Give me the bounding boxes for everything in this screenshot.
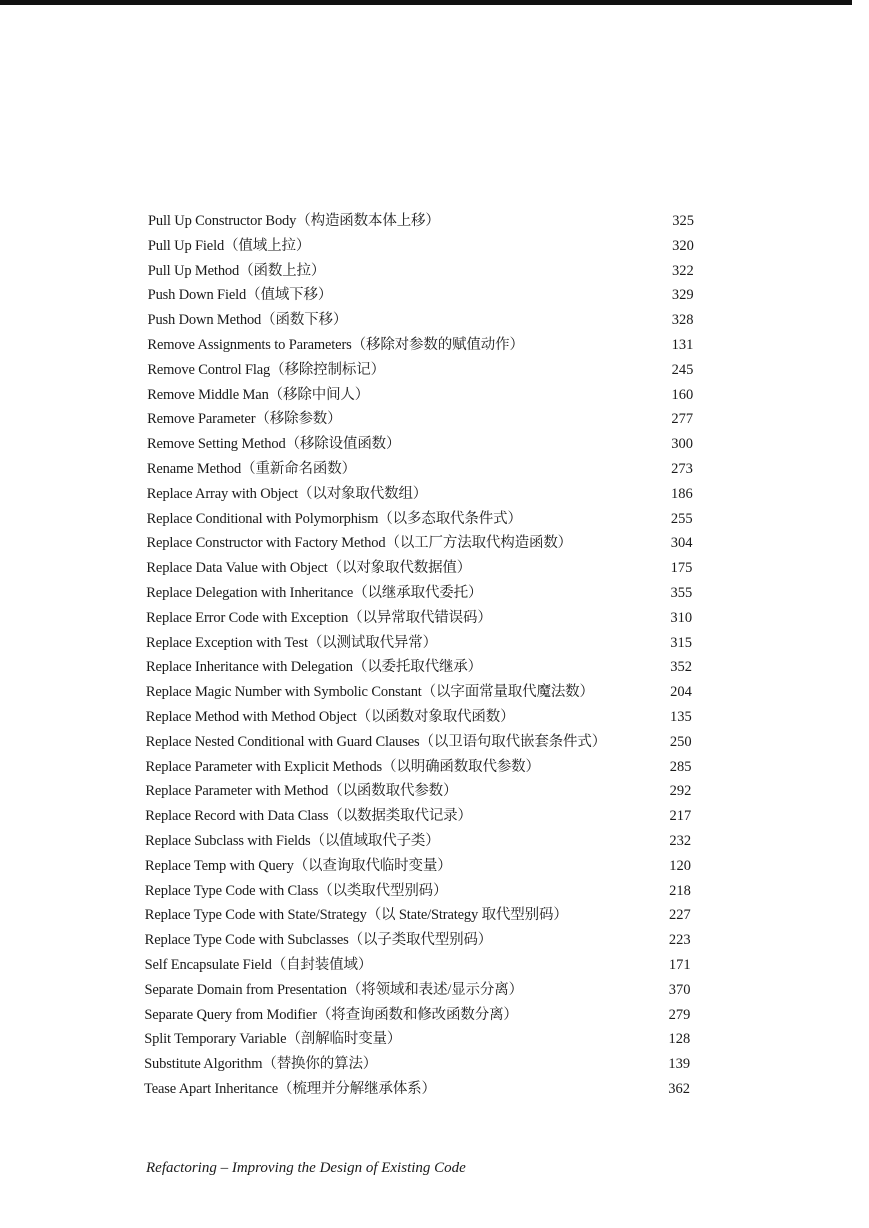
index-entry-page: 135 xyxy=(669,709,692,725)
index-entry-term: Replace Constructor with Factory Method（以工厂方法取代构造函数） xyxy=(146,535,573,552)
index-entry-page: 204 xyxy=(670,684,692,701)
index-entry-term: Remove Parameter（移除参数） xyxy=(147,411,342,428)
index-entry-term: Replace Conditional with Polymorphism（以多态取代条件式） xyxy=(146,510,522,527)
index-entry xyxy=(146,731,692,753)
index-entry xyxy=(146,582,692,604)
index-entry-page: 255 xyxy=(670,510,693,527)
index-entry-term: Replace Error Code with Exception（以异常取代错误码） xyxy=(146,609,492,626)
index-entry xyxy=(145,954,691,976)
index-entry xyxy=(147,458,693,480)
index-entry xyxy=(145,780,691,802)
index-entry-term: Push Down Field（值域下移） xyxy=(147,287,333,304)
index-entry xyxy=(144,1078,690,1100)
index-entry-page: 310 xyxy=(670,609,693,626)
index-entry xyxy=(148,260,694,282)
index-entry-page: 322 xyxy=(672,262,694,279)
index-entry-term: Replace Subclass with Fields（以值域取代子类） xyxy=(145,833,440,849)
index-entry-term: Pull Up Constructor Body（构造函数本体上移） xyxy=(148,213,440,229)
index-entry xyxy=(145,880,691,902)
index-entry xyxy=(145,805,691,827)
index-entry xyxy=(144,1004,690,1026)
index-entry-term: Replace Array with Object（以对象取代数组） xyxy=(146,485,428,502)
index-entry-page: 160 xyxy=(671,386,694,403)
index-entry-term: Replace Type Code with Class（以类取代型别码） xyxy=(144,882,448,899)
index-entry-term: Rename Method（重新命名函数） xyxy=(146,461,356,477)
index-entry xyxy=(147,433,693,455)
index-entry xyxy=(147,334,693,356)
index-entry xyxy=(145,830,691,852)
index-entry-page: 218 xyxy=(669,882,691,899)
index-entry-page: 355 xyxy=(670,585,693,601)
index-entry-term: Separate Domain from Presentation（将领域和表述/显示分离） xyxy=(144,981,523,998)
index-entry-page: 370 xyxy=(668,981,691,998)
index-entry-page: 325 xyxy=(672,213,694,229)
index-entry-term: Replace Type Code with Subclasses（以子类取代型别码） xyxy=(144,932,493,949)
index-entry-page: 227 xyxy=(669,907,691,924)
index-entry xyxy=(146,681,692,703)
index-entry xyxy=(147,384,693,406)
index-entry-term: Pull Up Field（值域上拉） xyxy=(147,237,311,254)
index-entry-term: Replace Inheritance with Delegation（以委托取代继承） xyxy=(145,659,483,676)
index-entry xyxy=(147,508,693,530)
index-entry-term: Remove Setting Method（移除设值函数） xyxy=(146,436,401,453)
index-entry xyxy=(144,979,690,1001)
index-entry-term: Replace Parameter with Method（以函数取代参数） xyxy=(145,783,458,800)
index-entry xyxy=(148,235,694,257)
index-entry-term: Replace Magic Number with Symbolic Constant（以字面常量取代魔法数） xyxy=(145,684,594,701)
index-entry-term: Remove Control Flag（移除控制标记） xyxy=(147,361,385,378)
index-entry xyxy=(144,1053,690,1075)
index-entry xyxy=(147,483,693,505)
index-entry-page: 277 xyxy=(671,411,694,428)
index-entry-page: 285 xyxy=(669,758,692,775)
index-entry-page: 315 xyxy=(670,634,693,651)
index-entry-page: 250 xyxy=(669,733,692,750)
index-entry xyxy=(145,904,691,926)
index-entry xyxy=(147,359,693,381)
index-entry-page: 352 xyxy=(670,659,692,676)
index-entry-page: 300 xyxy=(671,436,693,453)
index-entry-page: 292 xyxy=(669,783,692,800)
index-entry xyxy=(148,284,694,306)
index-entry-term: Substitute Algorithm（替换你的算法） xyxy=(144,1056,378,1073)
index-entry-page: 120 xyxy=(669,857,692,874)
index-entry-term: Self Encapsulate Field（自封装值域） xyxy=(144,957,373,973)
index-entry-term: Replace Nested Conditional with Guard Clauses（以卫语句取代嵌套条件式） xyxy=(145,733,607,750)
index-entry-page: 128 xyxy=(668,1031,691,1048)
index-entry xyxy=(146,632,692,654)
index-entry xyxy=(146,706,692,728)
index-entry xyxy=(146,557,692,579)
index-entry-term: Replace Type Code with State/Strategy（以 State/Strategy 取代型别码） xyxy=(144,907,568,924)
index-entry xyxy=(148,210,694,232)
index-entry-page: 273 xyxy=(671,461,693,477)
index-entry-page: 320 xyxy=(672,237,694,254)
index-entry xyxy=(145,855,691,877)
index-entry-page: 328 xyxy=(671,312,694,329)
index-entry xyxy=(147,408,693,430)
index-entry-term: Push Down Method（函数下移） xyxy=(147,312,348,329)
index-entry-term: Replace Parameter with Explicit Methods（以明确函数取代参数） xyxy=(145,758,540,775)
index-entry-term: Split Temporary Variable（剖解临时变量） xyxy=(144,1031,402,1048)
index-entry-page: 329 xyxy=(671,287,694,304)
index-entry-page: 186 xyxy=(670,485,693,502)
index-entry-term: Replace Method with Method Object（以函数对象取代函数） xyxy=(145,709,515,725)
index-entry xyxy=(146,607,692,629)
index-entry-term: Pull Up Method（函数上拉） xyxy=(147,262,326,279)
footer-book-title: Refactoring – Improving the Design of Existing Code xyxy=(146,1160,466,1176)
index-entry xyxy=(147,532,693,554)
index-entry-page: 245 xyxy=(671,361,694,378)
index-entry-term: Tease Apart Inheritance（梳理并分解继承体系） xyxy=(144,1081,436,1097)
index-entry-term: Remove Middle Man（移除中间人） xyxy=(147,386,370,403)
index-entry-page: 362 xyxy=(668,1081,690,1097)
index-entry xyxy=(148,309,694,331)
index-entry xyxy=(145,929,691,951)
index-entry-term: Replace Data Value with Object（以对象取代数据值） xyxy=(146,560,472,577)
index-entry xyxy=(144,1028,690,1050)
index-entry-term: Remove Assignments to Parameters（移除对参数的赋值动作） xyxy=(147,337,524,353)
index-entry-page: 223 xyxy=(668,932,691,949)
index-entry-page: 175 xyxy=(670,560,693,577)
index-entry-term: Separate Query from Modifier（将查询函数和修改函数分离） xyxy=(144,1006,518,1023)
index-entry-page: 131 xyxy=(671,337,694,353)
index-entry-page: 232 xyxy=(669,833,692,849)
index-entry-term: Replace Record with Data Class（以数据类取代记录） xyxy=(145,808,472,825)
index-entry-page: 279 xyxy=(668,1006,691,1023)
index-entry-page: 139 xyxy=(668,1056,691,1073)
index-entry-term: Replace Temp with Query（以查询取代临时变量） xyxy=(145,857,452,874)
index-entry-term: Replace Exception with Test（以测试取代异常） xyxy=(146,634,437,651)
index-entry xyxy=(145,756,691,778)
index-entry-term: Replace Delegation with Inheritance（以继承取代委托） xyxy=(146,585,483,601)
index-entry-page: 217 xyxy=(669,808,692,825)
index-entry xyxy=(146,656,692,678)
index-entry-page: 304 xyxy=(670,535,693,552)
index-entry-page: 171 xyxy=(668,957,691,973)
